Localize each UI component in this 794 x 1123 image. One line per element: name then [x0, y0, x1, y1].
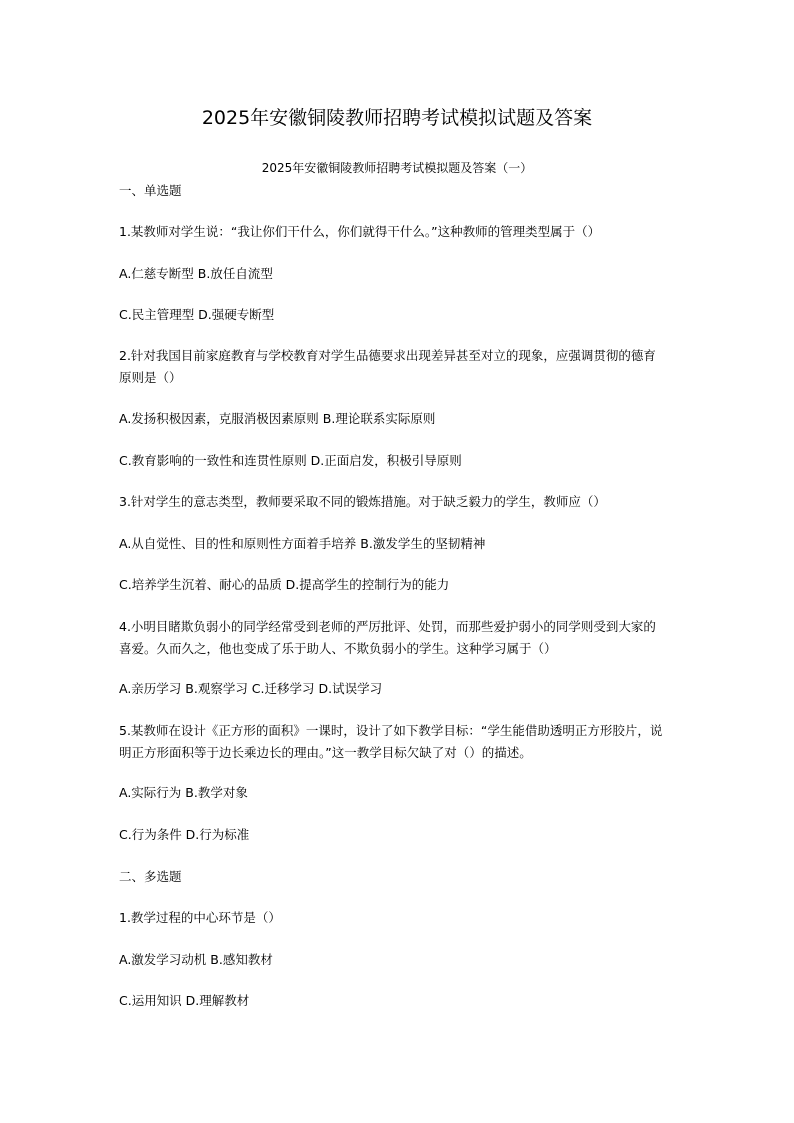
question-options: A.亲历学习 B.观察学习 C.迁移学习 D.试误学习: [119, 681, 383, 696]
question-options: A.发扬积极因素，克服消极因素原则 B.理论联系实际原则: [119, 411, 436, 426]
question-stem: 1.教学过程的中心环节是（）: [119, 910, 281, 925]
question-stem: 4.小明目睹欺负弱小的同学经常受到老师的严厉批评、处罚，而那些爱护弱小的同学则受到大家的喜爱。久而久之，他也变成了乐于助人、不欺负弱小的学生。这种学习属于（）: [119, 619, 656, 656]
question-stem: 3.针对学生的意志类型，教师要采取不同的锻炼措施。对于缺乏毅力的学生，教师应（）: [119, 494, 606, 509]
question-options: A.实际行为 B.教学对象: [119, 785, 248, 800]
question-options: C.民主管理型 D.强硬专断型: [119, 307, 275, 322]
question-options: A.从自觉性、目的性和原则性方面着手培养 B.激发学生的坚韧精神: [119, 536, 486, 551]
question-options: C.运用知识 D.理解教材: [119, 993, 250, 1008]
question-stem: 2.针对我国目前家庭教育与学校教育对学生品德要求出现差异甚至对立的现象，应强调贯彻的德育原则是（）: [119, 348, 656, 385]
section-heading-single-choice: 一、单选题: [119, 183, 182, 198]
question-options: C.行为条件 D.行为标准: [119, 827, 250, 842]
question-options: A.激发学习动机 B.感知教材: [119, 952, 273, 967]
question-stem: 5.某教师在设计《正方形的面积》一课时，设计了如下教学目标：“学生能借助透明正方形胶片，说明正方形面积等于边长乘边长的理由。”这一教学目标欠缺了对（）的描述。: [119, 723, 663, 760]
question-stem: 1.某教师对学生说：“我让你们干什么，你们就得干什么。”这种教师的管理类型属于（）: [119, 224, 601, 239]
question-options: A.仁慈专断型 B.放任自流型: [119, 266, 273, 281]
question-options: C.培养学生沉着、耐心的品质 D.提高学生的控制行为的能力: [119, 577, 450, 592]
question-options: C.教育影响的一致性和连贯性原则 D.正面启发，积极引导原则: [119, 453, 462, 468]
section-heading-multiple-choice: 二、多选题: [119, 869, 182, 884]
document-title: 2025年安徽铜陵教师招聘考试模拟试题及答案: [201, 107, 593, 129]
document-subtitle: 2025年安徽铜陵教师招聘考试模拟题及答案（一）: [261, 161, 533, 175]
